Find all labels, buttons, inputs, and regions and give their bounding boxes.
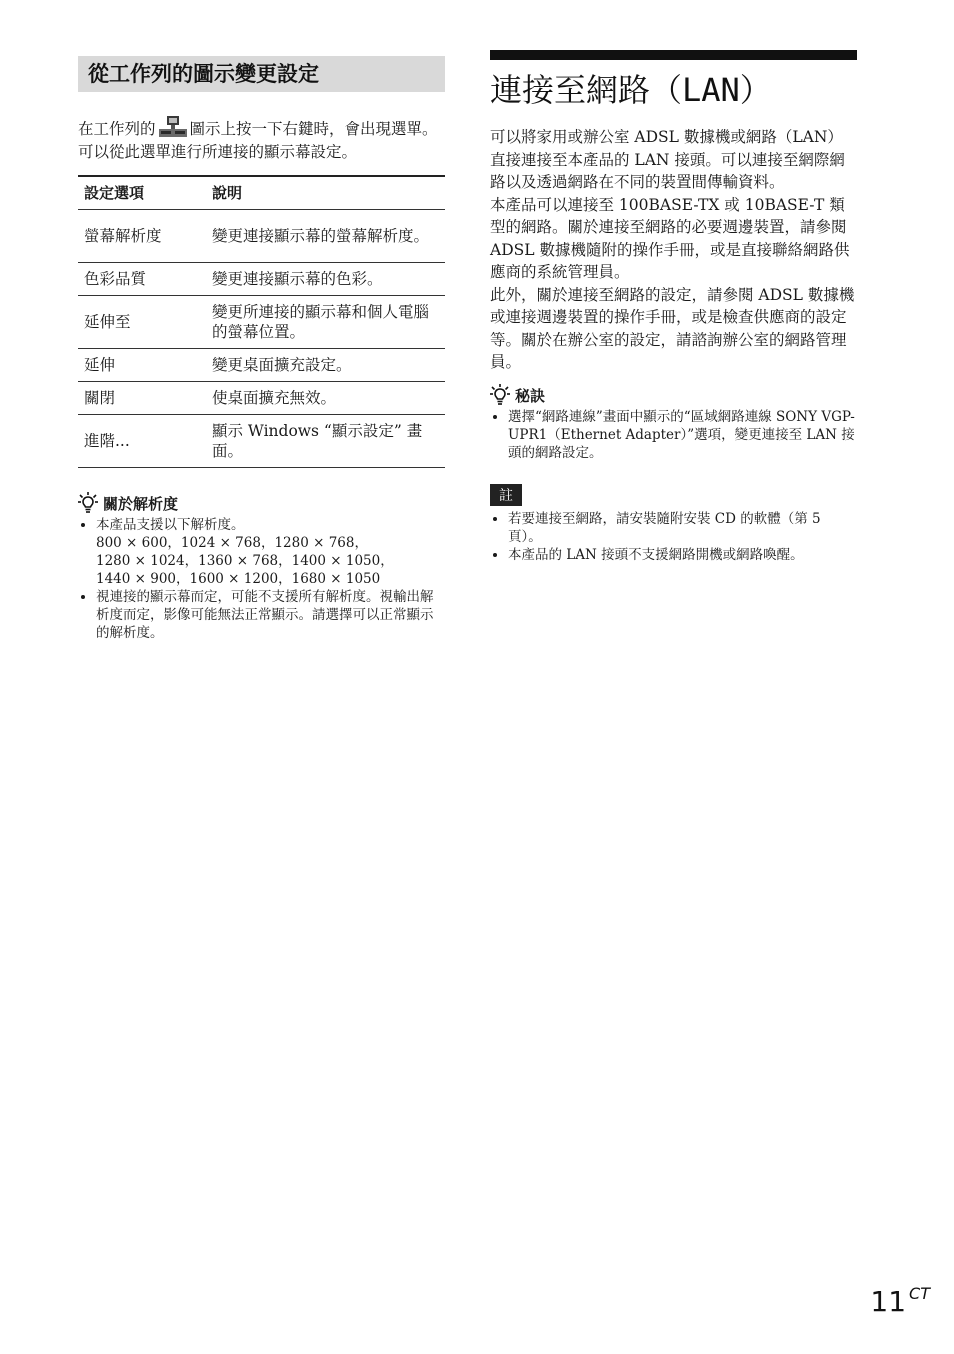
list-item: • 選擇“網路連線”畫面中顯示的“區域網路連線 SONY VGP-UPR1（Ethernet Adapter）”選項，變更連接至 LAN 接頭的網路設定。 — [508, 408, 857, 462]
table-cell-option: 螢幕解析度 — [78, 210, 206, 263]
page-number-suffix: CT — [909, 1284, 930, 1303]
table-cell-option: 延伸至 — [78, 296, 206, 349]
tip-line: 1440 × 900，1600 × 1200，1680 × 1050 — [96, 571, 381, 587]
table-cell-option: 延伸 — [78, 349, 206, 382]
title-rule — [490, 50, 857, 60]
lan-tip-title: 秘訣 — [515, 386, 546, 405]
table-cell-option: 色彩品質 — [78, 263, 206, 296]
table-cell-description: 變更連接顯示幕的螢幕解析度。 — [206, 210, 445, 263]
lan-body — [490, 126, 857, 374]
page-title: 連接至網路（LAN） — [490, 71, 772, 109]
table-row — [78, 263, 445, 296]
table-row — [78, 382, 445, 415]
intro-paragraph — [78, 116, 445, 163]
resolution-tip-list — [78, 516, 445, 642]
tip-line: 800 × 600，1024 × 768，1280 × 768， — [96, 535, 368, 551]
lightbulb-icon — [78, 492, 98, 514]
taskbar-display-icon — [158, 116, 188, 138]
table-cell-option: 進階... — [78, 415, 206, 468]
tip-line: 1280 × 1024，1360 × 768，1400 × 1050， — [96, 553, 394, 569]
table-row — [78, 210, 445, 263]
table-cell-option: 關閉 — [78, 382, 206, 415]
lan-tip-heading — [490, 384, 857, 406]
intro-text-after: 圖示上按一下右鍵時，會出現選單。可以從此選單進行所連接的顯示幕設定。 — [78, 120, 438, 161]
page-number — [870, 1284, 930, 1318]
table-cell-description: 變更連接顯示幕的色彩。 — [206, 263, 445, 296]
lan-tip-list — [490, 408, 857, 462]
resolution-tip-heading — [78, 492, 445, 514]
table-header-description: 說明 — [206, 176, 445, 210]
section-heading: 從工作列的圖示變更設定 — [78, 56, 445, 92]
note-badge: 註 — [490, 484, 522, 506]
right-column — [490, 50, 857, 564]
lightbulb-icon — [490, 384, 510, 406]
table-cell-description: 變更桌面擴充設定。 — [206, 349, 445, 382]
table-row — [78, 296, 445, 349]
note-list — [490, 510, 857, 564]
table-cell-description: 變更所連接的顯示幕和個人電腦的螢幕位置。 — [206, 296, 445, 349]
table-row — [78, 349, 445, 382]
list-item: • 若要連接至網路，請安裝隨附安裝 CD 的軟體（第 5 頁）。 — [508, 510, 857, 546]
lan-paragraph: 可以將家用或辦公室 ADSL 數據機或網路（LAN）直接連接至本產品的 LAN 接頭。可以連接至網際網路以及透過網路在不同的裝置間傳輸資料。 — [490, 128, 845, 191]
settings-table — [78, 175, 445, 468]
tip-line: • 本產品支援以下解析度。 — [96, 517, 245, 533]
table-cell-description: 顯示 Windows “顯示設定” 畫面。 — [206, 415, 445, 468]
list-item — [96, 516, 445, 588]
table-header-row — [78, 176, 445, 210]
page-number-value: 11 — [870, 1285, 907, 1318]
left-column — [78, 56, 445, 642]
intro-text-before: 在工作列的 — [78, 120, 156, 138]
lan-paragraph: 本產品可以連接至 100BASE-TX 或 10BASE-T 類型的網路。關於連接至網路的必要週邊裝置，請參閱 ADSL 數據機隨附的操作手冊，或是直接聯絡網路供應商的系統管理員。 — [490, 195, 850, 281]
table-header-option: 設定選項 — [78, 176, 206, 210]
resolution-tip-title: 關於解析度 — [103, 495, 179, 513]
table-row — [78, 415, 445, 468]
list-item: • 本產品的 LAN 接頭不支援網路開機或網路喚醒。 — [508, 546, 857, 564]
lan-paragraph: 此外，關於連接至網路的設定，請參閱 ADSL 數據機或連接週邊裝置的操作手冊，或是檢查供應商的設定等。關於在辦公室的設定，請諮詢辦公室的網路管理員。 — [490, 285, 855, 371]
list-item: • 視連接的顯示幕而定，可能不支援所有解析度。視輸出解析度而定，影像可能無法正常顯示。請選擇可以正常顯示的解析度。 — [96, 588, 445, 642]
table-cell-description: 使桌面擴充無效。 — [206, 382, 445, 415]
